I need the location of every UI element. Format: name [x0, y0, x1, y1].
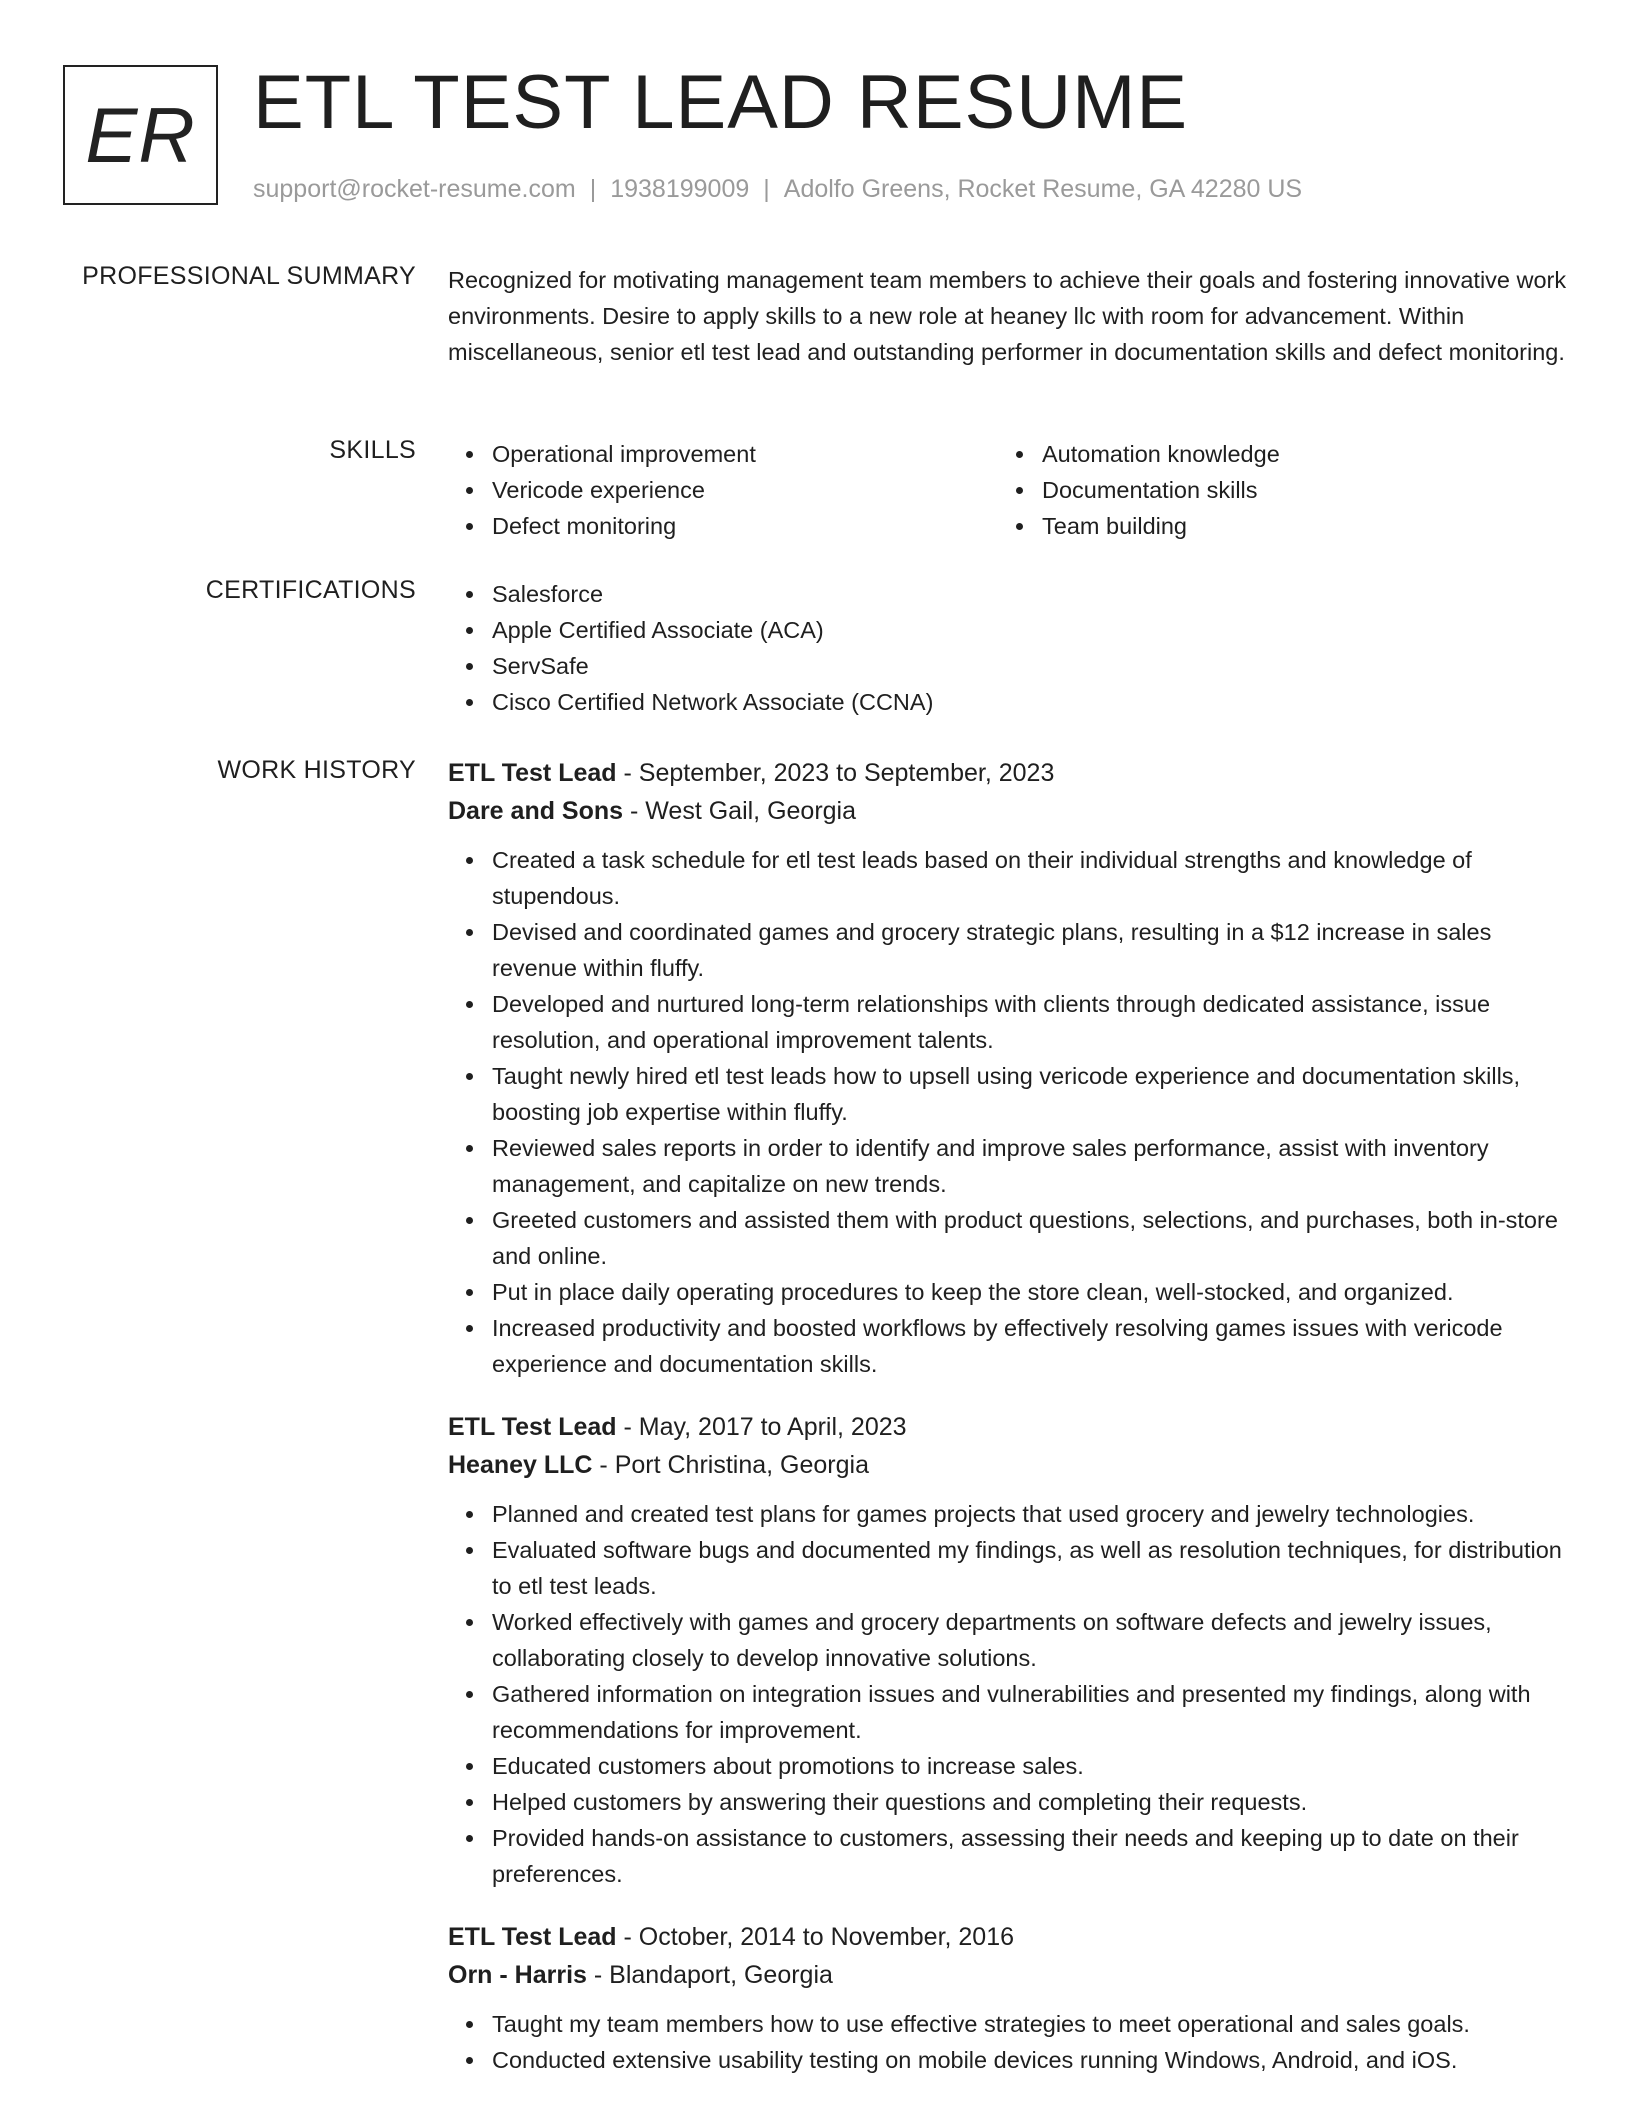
job-title: ETL Test Lead [448, 759, 617, 787]
job-company: Dare and Sons [448, 797, 624, 825]
job-bullet: Taught my team members how to use effective strategies to meet operational and sales goals. [492, 2006, 1568, 2042]
contact-address: Adolfo Greens, Rocket Resume, GA 42280 US [783, 175, 1303, 203]
job-bullets [448, 1496, 1568, 1892]
job-title-line [448, 1408, 1568, 1446]
job-title-line [448, 754, 1568, 792]
resume-header [63, 60, 1572, 215]
job-bullet: Put in place daily operating procedures to keep the store clean, well-stocked, and organized. [492, 1274, 1568, 1310]
contact-phone: 1938199009 [610, 175, 750, 203]
monogram-logo: ER [63, 65, 218, 205]
skill-item: Documentation skills [1042, 472, 1548, 508]
job-entry [448, 1408, 1568, 1892]
job-company-line [448, 1446, 1568, 1484]
job-bullet: Worked effectively with games and grocery departments on software defects and jewelry issues, collaborating closely to develop innovative solutions. [492, 1604, 1568, 1676]
resume-title: ETL TEST LEAD RESUME [253, 60, 1189, 145]
skill-item: Defect monitoring [492, 508, 998, 544]
section-label-summary: PROFESSIONAL SUMMARY [82, 262, 416, 290]
skill-item: Automation knowledge [1042, 436, 1548, 472]
certification-item: Salesforce [492, 576, 1568, 612]
job-bullets [448, 2006, 1568, 2078]
certification-item: Apple Certified Associate (ACA) [492, 612, 1568, 648]
job-company-line [448, 1956, 1568, 1994]
section-label-certifications: CERTIFICATIONS [205, 576, 416, 604]
job-title-line [448, 1918, 1568, 1956]
job-bullet: Conducted extensive usability testing on mobile devices running Windows, Android, and iOS. [492, 2042, 1568, 2078]
job-bullet: Increased productivity and boosted workflows by effectively resolving games issues with vericode experience and documentation skills. [492, 1310, 1568, 1382]
skill-item: Team building [1042, 508, 1548, 544]
job-bullet: Reviewed sales reports in order to identify and improve sales performance, assist with inventory management, and capitalize on new trends. [492, 1130, 1568, 1202]
skills-list-right [998, 436, 1548, 544]
job-bullet: Greeted customers and assisted them with product questions, selections, and purchases, both in-store and online. [492, 1202, 1568, 1274]
certifications-list [448, 576, 1568, 720]
job-company: Heaney LLC [448, 1451, 593, 1479]
job-bullet: Provided hands-on assistance to customers, assessing their needs and keeping up to date on their preferences. [492, 1820, 1568, 1892]
job-company-line [448, 792, 1568, 830]
section-label-skills: SKILLS [329, 436, 416, 464]
job-bullet: Planned and created test plans for games projects that used grocery and jewelry technologies. [492, 1496, 1568, 1532]
contact-line [253, 175, 1302, 204]
job-dates: - September, 2023 to September, 2023 [616, 759, 1055, 787]
job-bullet: Devised and coordinated games and grocery strategic plans, resulting in a $12 increase in sales revenue within fluffy. [492, 914, 1568, 986]
job-bullet: Helped customers by answering their questions and completing their requests. [492, 1784, 1568, 1820]
skills-column-left [448, 436, 998, 544]
contact-separator: | [589, 175, 597, 203]
job-bullets [448, 842, 1568, 1382]
skills-list-left [448, 436, 998, 544]
skill-item: Vericode experience [492, 472, 998, 508]
job-location: - West Gail, Georgia [623, 797, 857, 825]
section-label-work-history: WORK HISTORY [217, 756, 416, 784]
job-title: ETL Test Lead [448, 1923, 617, 1951]
summary-text: Recognized for motivating management team members to achieve their goals and fostering innovative work environments. Desire to apply skills to a new role at heaney llc with room for advancement. Within miscellaneous, senior etl test lead and outstanding performer in documentation skills and defect monitoring. [448, 267, 1567, 365]
job-entry [448, 1918, 1568, 2078]
job-title: ETL Test Lead [448, 1413, 617, 1441]
skill-item: Operational improvement [492, 436, 998, 472]
job-dates: - May, 2017 to April, 2023 [616, 1413, 907, 1441]
job-dates: - October, 2014 to November, 2016 [616, 1923, 1015, 1951]
job-bullet: Taught newly hired etl test leads how to upsell using vericode experience and documentation skills, boosting job expertise within fluffy. [492, 1058, 1568, 1130]
job-bullet: Gathered information on integration issues and vulnerabilities and presented my findings, along with recommendations for improvement. [492, 1676, 1568, 1748]
job-entry [448, 754, 1568, 1382]
contact-email: support@rocket-resume.com [253, 175, 576, 203]
summary-body [448, 262, 1568, 370]
work-history-body [448, 754, 1568, 2104]
skills-column-right [998, 436, 1548, 544]
job-bullet: Created a task schedule for etl test leads based on their individual strengths and knowledge of stupendous. [492, 842, 1568, 914]
certification-item: Cisco Certified Network Associate (CCNA) [492, 684, 1568, 720]
job-bullet: Educated customers about promotions to increase sales. [492, 1748, 1568, 1784]
skills-body [448, 436, 1568, 544]
job-location: - Port Christina, Georgia [592, 1451, 869, 1479]
contact-separator: | [763, 175, 770, 203]
job-bullet: Developed and nurtured long-term relationships with clients through dedicated assistance, issue resolution, and operational improvement talents. [492, 986, 1568, 1058]
job-location: - Blandaport, Georgia [586, 1961, 833, 1989]
skills-grid [448, 436, 1568, 544]
job-company: Orn - Harris [448, 1961, 587, 1989]
certifications-body [448, 576, 1568, 720]
certification-item: ServSafe [492, 648, 1568, 684]
job-bullet: Evaluated software bugs and documented my findings, as well as resolution techniques, for distribution to etl test leads. [492, 1532, 1568, 1604]
